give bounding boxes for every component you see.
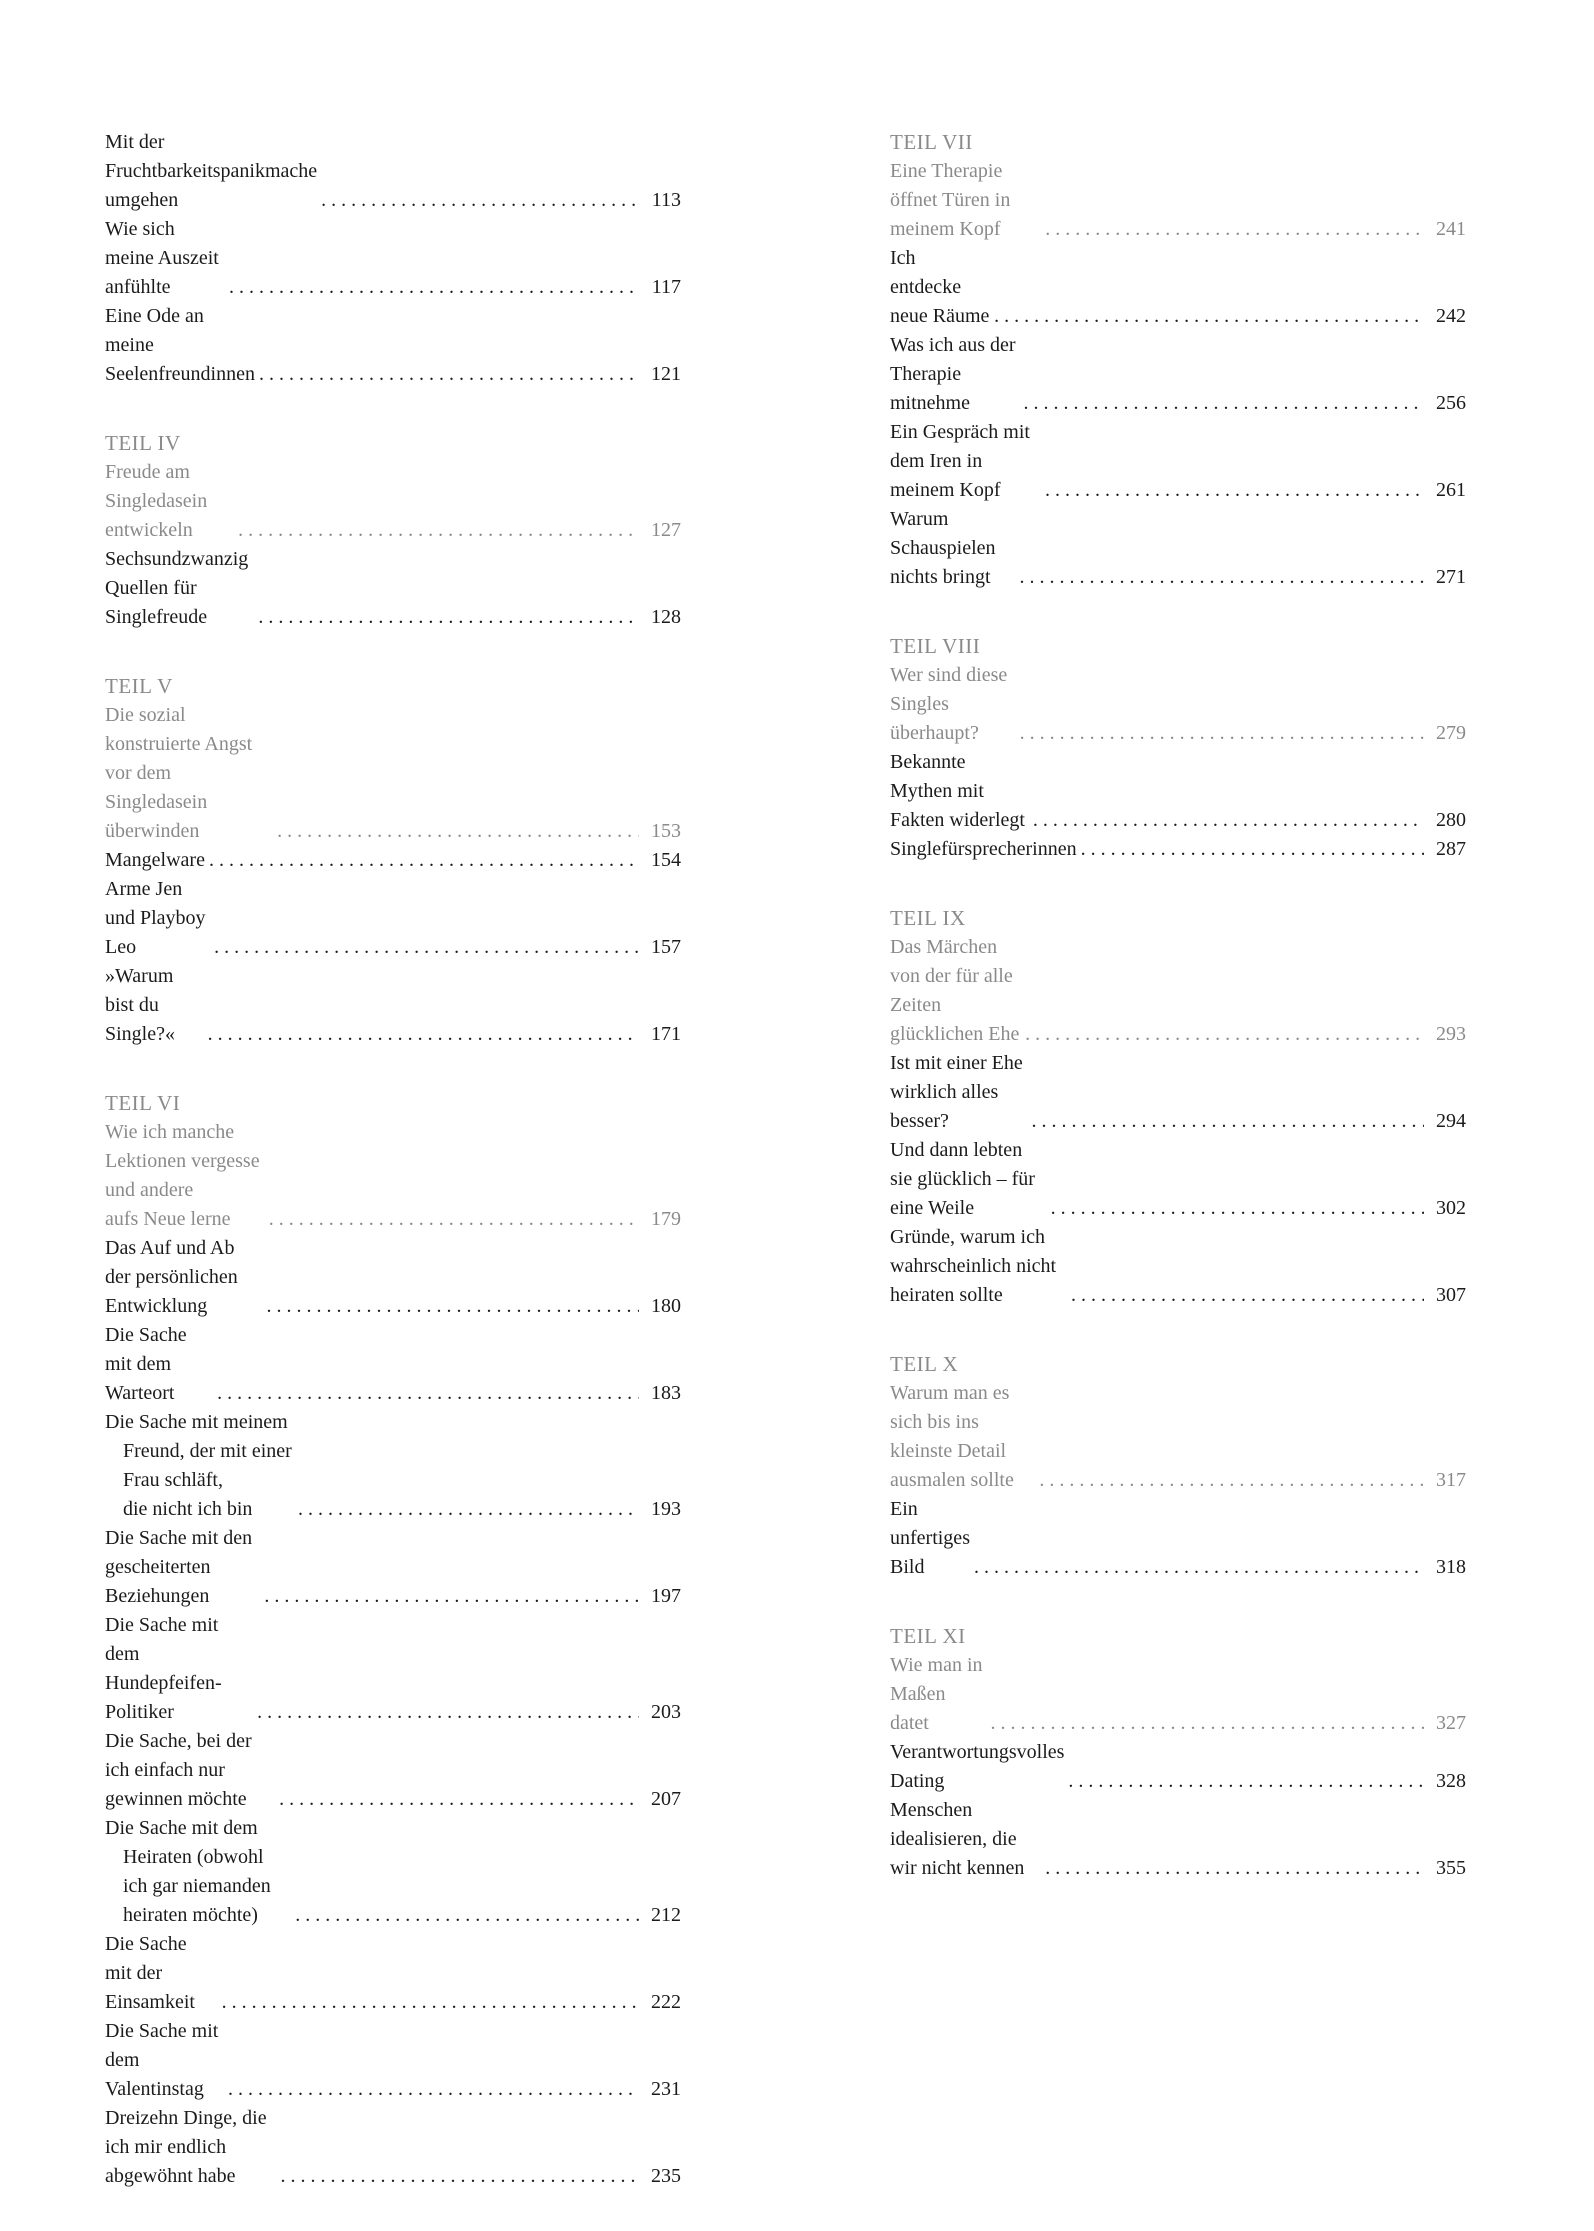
- entry-title: Was ich aus der Therapie mitnehme: [890, 334, 1016, 414]
- toc-part-subtitle: [105, 1118, 681, 1234]
- toc-entry: [105, 846, 681, 875]
- dot-leader: [1045, 215, 1424, 244]
- entry-title: »Warum bist du Single?«: [105, 965, 175, 1045]
- dot-leader: [264, 1582, 639, 1611]
- dot-leader: [1045, 476, 1424, 505]
- page-number: 271: [1436, 566, 1466, 588]
- toc-entry: [890, 1049, 1466, 1136]
- entry-title: Die Sache mit dem Valentinstag: [105, 2020, 219, 2100]
- dot-leader: [209, 846, 639, 875]
- entry-title: Wie ich manche Lektionen vergesse und andere aufs Neue lerne: [105, 1121, 260, 1230]
- toc-part: [890, 1350, 1466, 1582]
- page-number: 154: [651, 849, 681, 871]
- page-number: 171: [651, 1023, 681, 1045]
- entry-title: Verantwortungsvolles Dating: [890, 1741, 1065, 1792]
- dot-leader: [1051, 1194, 1424, 1223]
- toc-entry: [890, 1738, 1466, 1796]
- page-number: 183: [651, 1382, 681, 1404]
- dot-leader: [259, 360, 639, 389]
- toc-entry: [105, 2017, 681, 2104]
- page-number: 121: [651, 363, 681, 385]
- toc-entry: [105, 1321, 681, 1408]
- part-label: TEIL IX: [890, 906, 966, 930]
- dot-leader: [277, 817, 639, 846]
- entry-title: Das Märchen von der für alle Zeiten glücklichen Ehe: [890, 936, 1020, 1045]
- dot-leader: [279, 1785, 639, 1814]
- entry-title: Ein Gespräch mit dem Iren in meinem Kopf: [890, 421, 1030, 501]
- entry-title: Eine Therapie öffnet Türen in meinem Kopf: [890, 160, 1011, 240]
- entry-title: Freude am Singledasein entwickeln: [105, 461, 208, 541]
- page-number: 293: [1436, 1023, 1466, 1045]
- toc-entry: [105, 215, 681, 302]
- toc-entry: [105, 1727, 681, 1814]
- toc-part: [105, 672, 681, 1049]
- toc-entry: [890, 1223, 1466, 1310]
- page-number: 197: [651, 1585, 681, 1607]
- page-number: 307: [1436, 1284, 1466, 1306]
- dot-leader: [1068, 1767, 1424, 1796]
- dot-leader: [990, 1709, 1424, 1738]
- part-label: TEIL V: [105, 674, 173, 698]
- dot-leader: [1020, 719, 1424, 748]
- toc-part-subtitle: [105, 458, 681, 545]
- entry-title: Ist mit einer Ehe wirklich alles besser?: [890, 1052, 1023, 1132]
- toc-entry: [890, 835, 1466, 864]
- toc-entry: [105, 2104, 681, 2191]
- toc-entry: [890, 748, 1466, 835]
- page-number: 128: [651, 606, 681, 628]
- toc-right-column: [890, 128, 1466, 1923]
- toc-part: [890, 632, 1466, 864]
- toc-part: [105, 128, 681, 389]
- page-number: 241: [1436, 218, 1466, 240]
- entry-title: Dreizehn Dinge, die ich mir endlich abgewöhnt habe: [105, 2107, 267, 2187]
- dot-leader: [228, 2075, 639, 2104]
- entry-title: Die Sache mit der Einsamkeit: [105, 1933, 195, 2013]
- entry-title: Ich entdecke neue Räume: [890, 247, 990, 327]
- dot-leader: [238, 516, 639, 545]
- entry-title: Arme Jen und Playboy Leo: [105, 878, 206, 958]
- toc-entry: [105, 1814, 681, 1930]
- page-number: 127: [651, 519, 681, 541]
- entry-title: Menschen idealisieren, die wir nicht kennen: [890, 1799, 1025, 1879]
- toc-entry: [890, 331, 1466, 418]
- page-number: 179: [651, 1208, 681, 1230]
- part-label: TEIL IV: [105, 431, 181, 455]
- toc-entry: [890, 1796, 1466, 1883]
- dot-leader: [1081, 835, 1424, 864]
- toc-part-subtitle: [890, 157, 1466, 244]
- page-number: 294: [1436, 1110, 1466, 1132]
- dot-leader: [280, 2162, 639, 2191]
- page-number: 222: [651, 1991, 681, 2013]
- entry-title: Wie man in Maßen datet: [890, 1654, 983, 1734]
- toc-entry: [890, 244, 1466, 331]
- dot-leader: [208, 1020, 639, 1049]
- toc-entry: [105, 1408, 681, 1524]
- toc-entry: [890, 418, 1466, 505]
- toc-entry: [105, 545, 681, 632]
- dot-leader: [269, 1205, 639, 1234]
- page-number: 328: [1436, 1770, 1466, 1792]
- entry-title: Bekannte Mythen mit Fakten widerlegt: [890, 751, 1025, 831]
- part-label: TEIL VI: [105, 1091, 181, 1115]
- toc-part-subtitle: [105, 701, 681, 846]
- page-number: 355: [1436, 1857, 1466, 1879]
- dot-leader: [258, 603, 639, 632]
- dot-leader: [295, 1901, 639, 1930]
- toc-entry: [105, 1930, 681, 2017]
- page-number: 280: [1436, 809, 1466, 831]
- toc-entry: [105, 875, 681, 962]
- dot-leader: [229, 273, 639, 302]
- dot-leader: [1071, 1281, 1424, 1310]
- dot-leader: [1045, 1854, 1424, 1883]
- toc-entry: [105, 1234, 681, 1321]
- page-number: 180: [651, 1295, 681, 1317]
- dot-leader: [214, 933, 639, 962]
- toc-entry: [890, 1136, 1466, 1223]
- entry-title: Ein unfertiges Bild: [890, 1498, 970, 1578]
- page-number: 287: [1436, 838, 1466, 860]
- page-number: 207: [651, 1788, 681, 1810]
- page-number: 235: [651, 2165, 681, 2187]
- page-number: 193: [651, 1498, 681, 1520]
- dot-leader: [267, 1292, 639, 1321]
- toc-entry: [105, 128, 681, 215]
- entry-title: Die Sache mit meinem Freund, der mit einer Frau schläft, die nicht ich bin: [105, 1411, 292, 1520]
- toc-entry: [105, 962, 681, 1049]
- entry-title: Mit der Fruchtbarkeitspanikmache umgehen: [105, 131, 318, 211]
- toc-part: [890, 904, 1466, 1310]
- entry-title: Mangelware: [105, 849, 205, 871]
- part-label: TEIL VIII: [890, 634, 981, 658]
- toc-part: [890, 128, 1466, 592]
- dot-leader: [1024, 389, 1424, 418]
- toc-entry: [890, 505, 1466, 592]
- entry-title: Die Sache mit dem Hundepfeifen-Politiker: [105, 1614, 222, 1723]
- page-number: 279: [1436, 722, 1466, 744]
- dot-leader: [217, 1379, 639, 1408]
- dot-leader: [257, 1698, 639, 1727]
- toc-part-subtitle: [890, 933, 1466, 1049]
- part-label: TEIL XI: [890, 1624, 966, 1648]
- toc-entry: [890, 1495, 1466, 1582]
- toc-part: [105, 1089, 681, 2191]
- dot-leader: [298, 1495, 639, 1524]
- entry-title: Eine Ode an meine Seelenfreundinnen: [105, 305, 255, 385]
- part-label: TEIL VII: [890, 130, 973, 154]
- toc-part: [890, 1622, 1466, 1883]
- page-number: 261: [1436, 479, 1466, 501]
- page-number: 327: [1436, 1712, 1466, 1734]
- page-number: 203: [651, 1701, 681, 1723]
- entry-title: Gründe, warum ich wahrscheinlich nicht heiraten sollte: [890, 1226, 1057, 1306]
- dot-leader: [1025, 1020, 1424, 1049]
- dot-leader: [974, 1553, 1424, 1582]
- dot-leader: [1039, 1466, 1424, 1495]
- entry-title: Wer sind diese Singles überhaupt?: [890, 664, 1008, 744]
- toc-part-subtitle: [890, 661, 1466, 748]
- dot-leader: [1031, 1107, 1424, 1136]
- toc-part: [105, 429, 681, 632]
- part-label: TEIL X: [890, 1352, 959, 1376]
- page-number: 212: [651, 1904, 681, 1926]
- entry-title: Sechsundzwanzig Quellen für Singlefreude: [105, 548, 249, 628]
- toc-part-subtitle: [890, 1379, 1466, 1495]
- page-number: 318: [1436, 1556, 1466, 1578]
- entry-title: Das Auf und Ab der persönlichen Entwicklung: [105, 1237, 238, 1317]
- entry-title: Die Sache mit dem Heiraten (obwohl ich gar niemanden heiraten möchte): [105, 1817, 271, 1926]
- entry-title: Die Sache mit dem Warteort: [105, 1324, 187, 1404]
- page-number: 317: [1436, 1469, 1466, 1491]
- page-number: 302: [1436, 1197, 1466, 1219]
- entry-title: Singlefürsprecherinnen: [890, 838, 1077, 860]
- dot-leader: [1033, 806, 1424, 835]
- toc-entry: [105, 1611, 681, 1727]
- entry-title: Die Sache mit den gescheiterten Beziehungen: [105, 1527, 253, 1607]
- dot-leader: [321, 186, 639, 215]
- toc-entry: [105, 1524, 681, 1611]
- toc-entry: [105, 302, 681, 389]
- entry-title: Und dann lebten sie glücklich – für eine Weile: [890, 1139, 1035, 1219]
- dot-leader: [994, 302, 1424, 331]
- page-number: 117: [651, 276, 681, 298]
- dot-leader: [1019, 563, 1424, 592]
- entry-title: Warum man es sich bis ins kleinste Detail ausmalen sollte: [890, 1382, 1014, 1491]
- entry-title: Warum Schauspielen nichts bringt: [890, 508, 996, 588]
- page-number: 157: [651, 936, 681, 958]
- entry-title: Wie sich meine Auszeit anfühlte: [105, 218, 219, 298]
- toc-left-column: [105, 128, 681, 2231]
- page-number: 231: [651, 2078, 681, 2100]
- entry-title: Die sozial konstruierte Angst vor dem Singledasein überwinden: [105, 704, 253, 842]
- page-number: 256: [1436, 392, 1466, 414]
- page-number: 153: [651, 820, 681, 842]
- entry-title: Die Sache, bei der ich einfach nur gewinnen möchte: [105, 1730, 252, 1810]
- toc-part-subtitle: [890, 1651, 1466, 1738]
- page-number: 242: [1436, 305, 1466, 327]
- page-number: 113: [651, 189, 681, 211]
- dot-leader: [222, 1988, 639, 2017]
